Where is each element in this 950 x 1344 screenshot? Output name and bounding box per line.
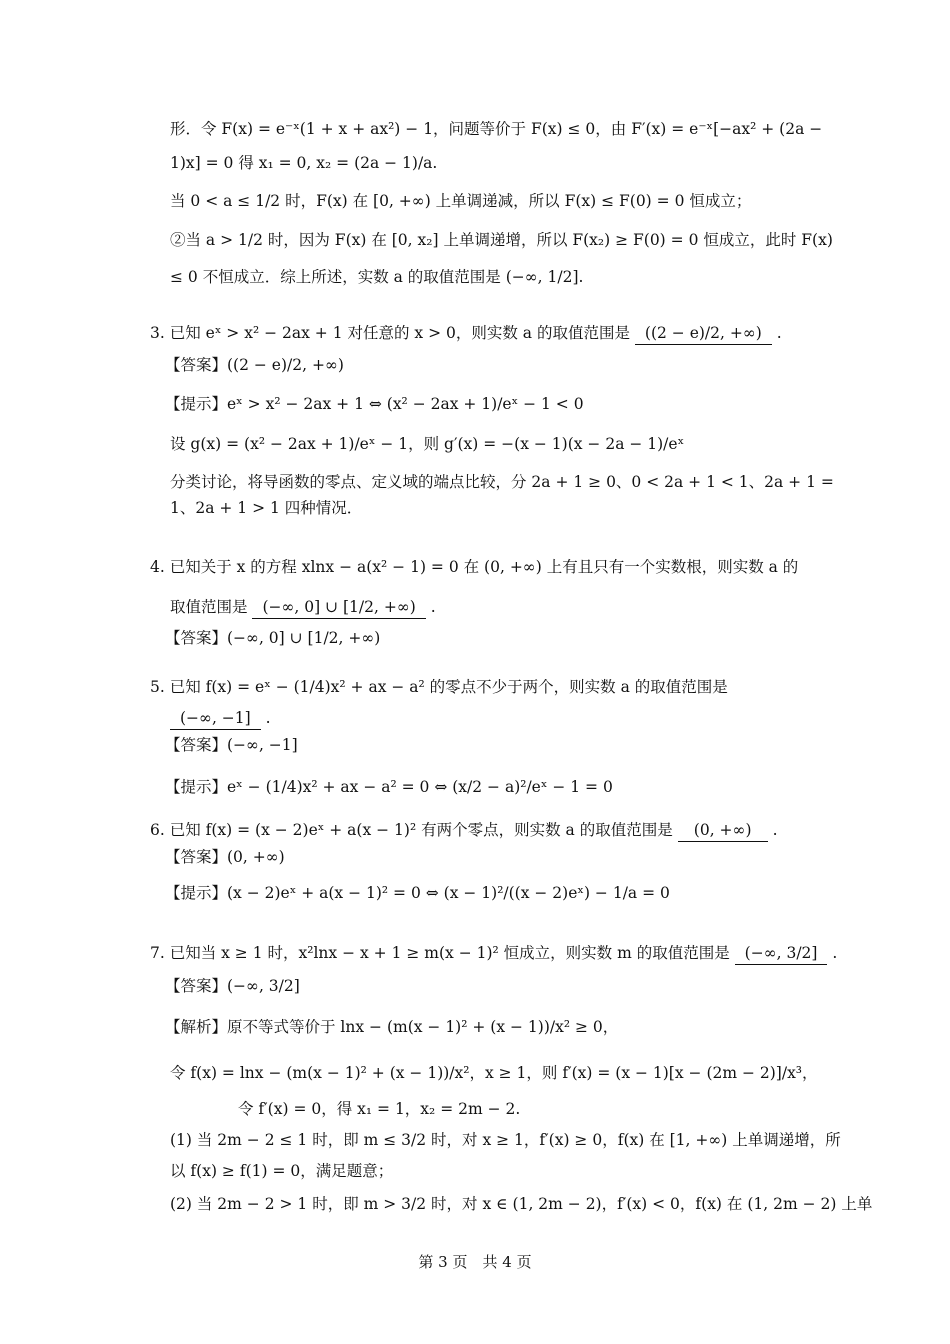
q3-hint-1: 【提示】eˣ > x² − 2ax + 1 ⇔ (x² − 2ax + 1)/eˣ − 1 < 0 xyxy=(165,395,584,413)
q5-period: . xyxy=(265,709,271,727)
q3-stem xyxy=(150,322,782,345)
q5-hint: 【提示】eˣ − (1/4)x² + ax − a² = 0 ⇔ (x/2 − a)²/eˣ − 1 = 0 xyxy=(165,778,613,796)
q7-stem-text: 7. 已知当 x ≥ 1 时，x²lnx − x + 1 ≥ m(x − 1)² 恒成立，则实数 m 的取值范围是 xyxy=(150,944,730,962)
q3-answer-blank: ((2 − e)/2, +∞) xyxy=(635,322,772,345)
q6-period: . xyxy=(772,821,778,839)
q3-answer: 【答案】((2 − e)/2, +∞) xyxy=(165,356,344,374)
q7-answer: 【答案】(−∞, 3/2] xyxy=(165,977,300,995)
intro-line-5: ≤ 0 不恒成立．综上所述，实数 a 的取值范围是 (−∞, 1/2]. xyxy=(170,268,584,286)
q3-hint-3: 分类讨论，将导函数的零点、定义域的端点比较，分 2a + 1 ≥ 0、0 < 2a + 1 < 1、2a + 1 = xyxy=(170,473,834,491)
q6-answer: 【答案】(0, +∞) xyxy=(165,848,285,866)
q6-stem-text: 6. 已知 f(x) = (x − 2)eˣ + a(x − 1)² 有两个零点，则实数 a 的取值范围是 xyxy=(150,821,673,839)
q4-stem-2-text: 取值范围是 xyxy=(170,598,248,616)
intro-line-3: 当 0 < a ≤ 1/2 时，F(x) 在 [0, +∞) 上单调递减，所以 F(x) ≤ F(0) = 0 恒成立； xyxy=(170,192,752,210)
q7-solution-5: 以 f(x) ≥ f(1) = 0，满足题意； xyxy=(170,1162,394,1180)
intro-line-1: 形．令 F(x) = e⁻ˣ(1 + x + ax²) − 1，问题等价于 F(x) ≤ 0，由 F′(x) = e⁻ˣ[−ax² + (2a − xyxy=(170,120,823,138)
q7-solution-6: (2) 当 2m − 2 > 1 时，即 m > 3/2 时，对 x ∈ (1, 2m − 2)，f′(x) < 0，f(x) 在 (1, 2m − 2) 上单 xyxy=(170,1195,873,1213)
q3-stem-text: 3. 已知 eˣ > x² − 2ax + 1 对任意的 x > 0，则实数 a 的取值范围是 xyxy=(150,324,630,342)
q7-solution-1: 【解析】原不等式等价于 lnx − (m(x − 1)² + (x − 1))/x² ≥ 0， xyxy=(165,1018,619,1036)
q7-stem xyxy=(150,942,837,965)
q7-solution-4: (1) 当 2m − 2 ≤ 1 时，即 m ≤ 3/2 时，对 x ≥ 1，f′(x) ≥ 0，f(x) 在 [1, +∞) 上单调递增，所 xyxy=(170,1131,841,1149)
q3-hint-2: 设 g(x) = (x² − 2ax + 1)/eˣ − 1，则 g′(x) = −(x − 1)(x − 2a − 1)/eˣ xyxy=(170,435,685,453)
q4-stem: 4. 已知关于 x 的方程 xlnx − a(x² − 1) = 0 在 (0, +∞) 上有且只有一个实数根，则实数 a 的 xyxy=(150,558,799,576)
q5-blank-line xyxy=(170,707,271,730)
q4-period: . xyxy=(430,598,436,616)
q7-answer-blank: (−∞, 3/2] xyxy=(735,942,828,965)
q4-answer-blank: (−∞, 0] ∪ [1/2, +∞) xyxy=(252,596,425,619)
q3-hint-4: 1、2a + 1 > 1 四种情况． xyxy=(170,499,363,517)
q5-answer: 【答案】(−∞, −1] xyxy=(165,736,298,754)
q6-stem xyxy=(150,819,778,842)
q5-answer-blank: (−∞, −1] xyxy=(170,707,261,730)
q7-period: . xyxy=(832,944,838,962)
q4-answer: 【答案】(−∞, 0] ∪ [1/2, +∞) xyxy=(165,629,381,647)
q3-period: . xyxy=(776,324,782,342)
q4-stem-2 xyxy=(170,596,436,619)
page-footer: 第 3 页 共 4 页 xyxy=(418,1253,532,1271)
q6-answer-blank: (0, +∞) xyxy=(678,819,768,842)
intro-line-4: ②当 a > 1/2 时，因为 F(x) 在 [0, x₂] 上单调递增，所以 F(x₂) ≥ F(0) = 0 恒成立，此时 F(x) xyxy=(170,231,833,249)
intro-line-2: 1)x] = 0 得 x₁ = 0, x₂ = (2a − 1)/a. xyxy=(170,154,438,172)
q5-stem: 5. 已知 f(x) = eˣ − (1/4)x² + ax − a² 的零点不少于两个，则实数 a 的取值范围是 xyxy=(150,678,728,696)
q7-solution-3: 令 f′(x) = 0，得 x₁ = 1，x₂ = 2m − 2. xyxy=(238,1100,521,1118)
q6-hint: 【提示】(x − 2)eˣ + a(x − 1)² = 0 ⇔ (x − 1)²/((x − 2)eˣ) − 1/a = 0 xyxy=(165,884,670,902)
q7-solution-2: 令 f(x) = lnx − (m(x − 1)² + (x − 1))/x²，x ≥ 1，则 f′(x) = (x − 1)[x − (2m − 2)]/x³， xyxy=(170,1064,818,1082)
